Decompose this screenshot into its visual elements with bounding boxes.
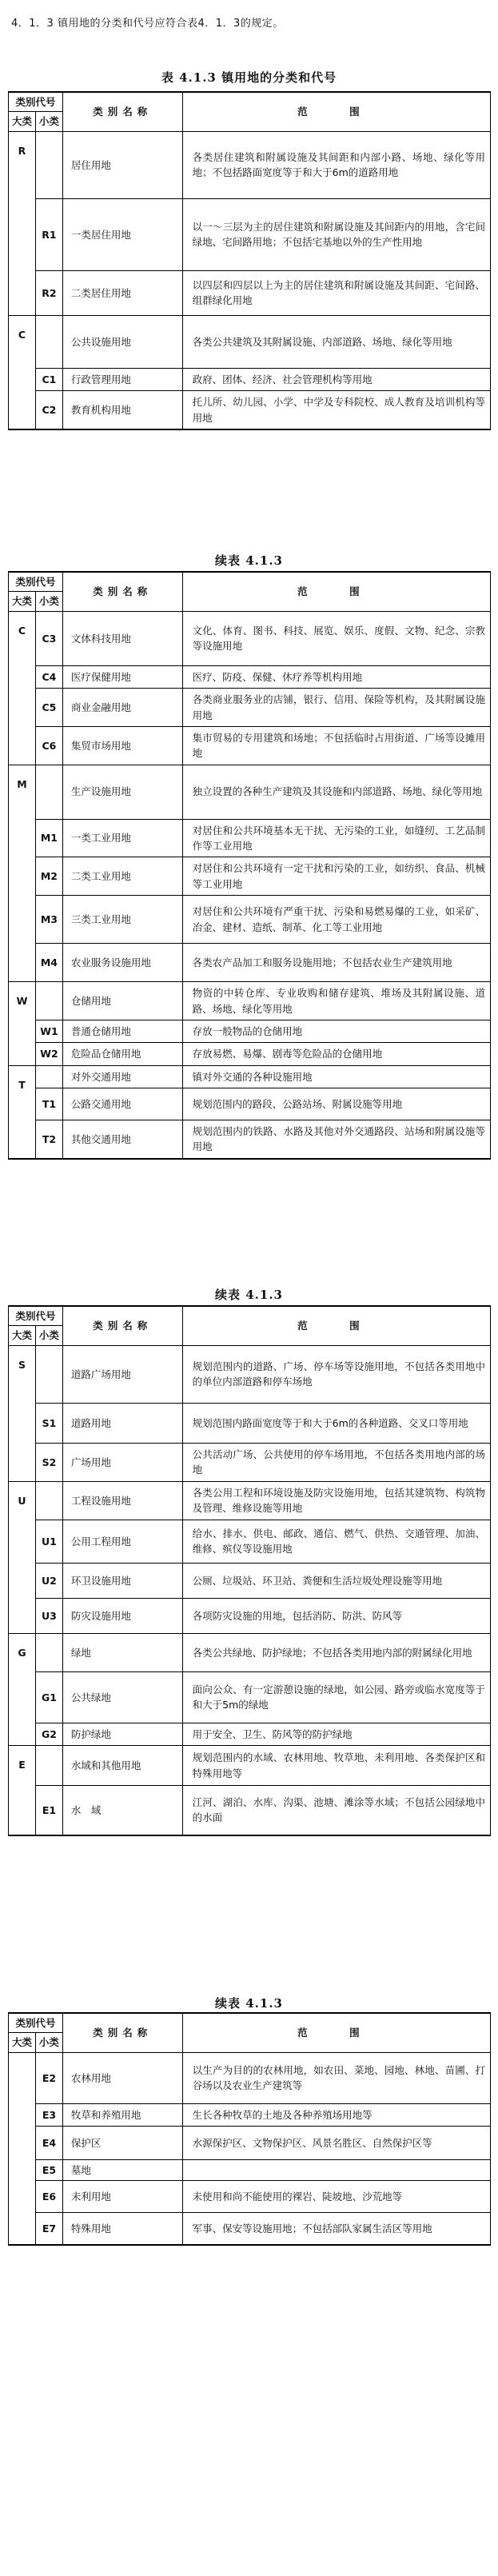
table-row bbox=[9, 665, 491, 688]
table-row bbox=[9, 611, 491, 665]
header-name: 类别名称 bbox=[62, 1306, 182, 1345]
category-scope: 以生产为目的的农林用地，如农田、菜地、园地、林地、苗圃、打谷场以及农业生产建筑等 bbox=[182, 2052, 490, 2103]
minor-code: G2 bbox=[35, 1723, 62, 1745]
major-code: C bbox=[9, 315, 36, 429]
table-row bbox=[9, 2052, 491, 2103]
category-scope: 物资的中转仓库、专业收购和储存建筑、堆场及其附属设施、道路、场地、绿化等用地 bbox=[182, 982, 490, 1020]
category-name: 牧草和养殖用地 bbox=[62, 2103, 182, 2126]
table-row bbox=[9, 315, 491, 368]
minor-code: U2 bbox=[35, 1563, 62, 1598]
category-scope: 规划范围内的道路、广场、停车场等设施用地，不包括各类用地中的单位内部道路和停车场地 bbox=[182, 1345, 490, 1403]
minor-code: C6 bbox=[35, 726, 62, 765]
header-code: 类别代号 bbox=[9, 1306, 63, 1326]
category-name: 对外交通用地 bbox=[62, 1065, 182, 1088]
category-name: 集贸市场用地 bbox=[62, 726, 182, 765]
table-row bbox=[9, 1020, 491, 1042]
category-name: 生产设施用地 bbox=[62, 765, 182, 819]
minor-code: M4 bbox=[35, 944, 62, 982]
header-minor: 小类 bbox=[35, 592, 62, 611]
minor-code bbox=[35, 982, 62, 1020]
table-row bbox=[9, 368, 491, 390]
category-name: 水域和其他用地 bbox=[62, 1746, 182, 1786]
land-use-table bbox=[8, 91, 491, 430]
category-scope: 未使用和尚不能使用的裸岩、陡坡地、沙荒地等 bbox=[182, 2181, 490, 2213]
table-row bbox=[9, 1723, 491, 1745]
table-row bbox=[9, 391, 491, 429]
table-row bbox=[9, 1443, 491, 1481]
category-name: 未利用地 bbox=[62, 2181, 182, 2213]
category-name: 二类居住用地 bbox=[62, 270, 182, 315]
header-major: 大类 bbox=[9, 592, 36, 611]
minor-code: C3 bbox=[35, 611, 62, 665]
category-scope: 各类农产品加工和服务设施用地；不包括农业生产建筑用地 bbox=[182, 944, 490, 982]
minor-code bbox=[35, 1633, 62, 1671]
minor-code: T2 bbox=[35, 1120, 62, 1159]
table-row bbox=[9, 1671, 491, 1723]
table-row bbox=[9, 1746, 491, 1786]
category-name: 危险品仓储用地 bbox=[62, 1043, 182, 1065]
header-minor: 小类 bbox=[35, 1326, 62, 1345]
table-row bbox=[9, 982, 491, 1020]
header-row bbox=[9, 92, 491, 112]
table-caption: 续表 4.1.3 bbox=[215, 553, 283, 568]
category-name: 二类工业用地 bbox=[62, 857, 182, 896]
category-scope: 集市贸易的专用建筑和场地；不包括临时占用街道、广场等设摊用地 bbox=[182, 726, 490, 765]
table-caption: 表 4.1.3 镇用地的分类和代号 bbox=[161, 70, 337, 85]
header-code: 类别代号 bbox=[9, 572, 63, 592]
major-code: C bbox=[9, 611, 36, 765]
major-code: M bbox=[9, 765, 36, 982]
category-scope: 规划范围内的铁路、水路及其他对外交通路段、站场和附属设施等用地 bbox=[182, 1120, 490, 1159]
land-use-table bbox=[8, 2012, 491, 2246]
table-row bbox=[9, 896, 491, 944]
category-scope: 军事、保安等设施用地；不包括部队家属生活区等用地 bbox=[182, 2213, 490, 2245]
table-row bbox=[9, 765, 491, 819]
category-scope: 对居住和公共环境有严重干扰、污染和易燃易爆的工业，如采矿、冶金、建材、造纸、制革、化工等工业用地 bbox=[182, 896, 490, 944]
category-scope: 用于安全、卫生、防风等的防护绿地 bbox=[182, 1723, 490, 1745]
major-code bbox=[9, 2052, 36, 2244]
minor-code: M2 bbox=[35, 857, 62, 896]
category-name: 保护区 bbox=[62, 2127, 182, 2160]
table-row bbox=[9, 2103, 491, 2126]
table-row bbox=[9, 857, 491, 896]
category-scope: 各类公共建筑及其附属设施、内部道路、场地、绿化等用地 bbox=[182, 315, 490, 368]
header-major: 大类 bbox=[9, 1326, 36, 1345]
header-scope: 范 围 bbox=[182, 92, 490, 131]
table-row bbox=[9, 1481, 491, 1520]
category-name: 教育机构用地 bbox=[62, 391, 182, 429]
header-major: 大类 bbox=[9, 112, 36, 131]
minor-code: U3 bbox=[35, 1598, 62, 1633]
minor-code: S2 bbox=[35, 1443, 62, 1481]
table-row bbox=[9, 1043, 491, 1065]
category-name: 防护绿地 bbox=[62, 1723, 182, 1745]
category-name: 医疗保健用地 bbox=[62, 665, 182, 688]
table-row bbox=[9, 819, 491, 857]
category-scope: 规划范围内的路段、公路站场、附属设施等用地 bbox=[182, 1088, 490, 1120]
table-row bbox=[9, 1088, 491, 1120]
category-name: 行政管理用地 bbox=[62, 368, 182, 390]
category-scope bbox=[182, 2160, 490, 2181]
category-scope: 面向公众、有一定游憩设施的绿地，如公园、路旁或临水宽度等于和大于5m的绿地 bbox=[182, 1671, 490, 1723]
category-name: 特殊用地 bbox=[62, 2213, 182, 2245]
minor-code: R2 bbox=[35, 270, 62, 315]
major-code: U bbox=[9, 1481, 36, 1633]
category-name: 环卫设施用地 bbox=[62, 1563, 182, 1598]
minor-code: M1 bbox=[35, 819, 62, 857]
minor-code bbox=[35, 1481, 62, 1520]
header-scope: 范 围 bbox=[182, 572, 490, 611]
table-row bbox=[9, 1120, 491, 1159]
table-row bbox=[9, 726, 491, 765]
category-scope: 各类公用工程和环境设施及防灾设施用地，包括其建筑物、构筑物及管理、维修设施等用地 bbox=[182, 1481, 490, 1520]
category-name: 公共设施用地 bbox=[62, 315, 182, 368]
category-name: 公路交通用地 bbox=[62, 1088, 182, 1120]
category-scope: 规划范围内路面宽度等于和大于6m的各种道路、交叉口等用地 bbox=[182, 1403, 490, 1443]
table-caption: 续表 4.1.3 bbox=[215, 1288, 283, 1302]
category-name: 农林用地 bbox=[62, 2052, 182, 2103]
table-row bbox=[9, 2127, 491, 2160]
category-name: 农业服务设施用地 bbox=[62, 944, 182, 982]
header-name: 类别名称 bbox=[62, 2013, 182, 2052]
category-name: 防灾设施用地 bbox=[62, 1598, 182, 1633]
category-scope: 政府、团体、经济、社会管理机构等用地 bbox=[182, 368, 490, 390]
category-scope: 给水、排水、供电、邮政、通信、燃气、供热、交通管理、加油、维修、殡仪等设施用地 bbox=[182, 1520, 490, 1563]
table-row bbox=[9, 2160, 491, 2181]
table-row bbox=[9, 1786, 491, 1835]
category-scope: 各类公共绿地、防护绿地；不包括各类用地内部的附属绿化用地 bbox=[182, 1633, 490, 1671]
minor-code: C5 bbox=[35, 689, 62, 727]
header-name: 类别名称 bbox=[62, 92, 182, 131]
minor-code: S1 bbox=[35, 1403, 62, 1443]
minor-code: G1 bbox=[35, 1671, 62, 1723]
minor-code: C1 bbox=[35, 368, 62, 390]
category-name: 文体科技用地 bbox=[62, 611, 182, 665]
table-row bbox=[9, 1563, 491, 1598]
table-row bbox=[9, 131, 491, 198]
category-name: 商业金融用地 bbox=[62, 689, 182, 727]
minor-code: T1 bbox=[35, 1088, 62, 1120]
category-scope: 水源保护区、文物保护区、风景名胜区、自然保护区等 bbox=[182, 2127, 490, 2160]
category-name: 一类居住用地 bbox=[62, 198, 182, 270]
intro-text: 4．1．3 镇用地的分类和代号应符合表4．1．3的规定。 bbox=[11, 18, 284, 30]
land-use-table bbox=[8, 1305, 491, 1836]
category-name: 三类工业用地 bbox=[62, 896, 182, 944]
table-row bbox=[9, 2213, 491, 2245]
category-name: 仓储用地 bbox=[62, 982, 182, 1020]
category-scope: 江河、湖泊、水库、沟渠、池塘、滩涂等水域；不包括公园绿地中的水面 bbox=[182, 1786, 490, 1835]
header-major: 大类 bbox=[9, 2033, 36, 2052]
category-scope: 存放易燃、易爆、剧毒等危险品的仓储用地 bbox=[182, 1043, 490, 1065]
category-name: 普通仓储用地 bbox=[62, 1020, 182, 1042]
minor-code bbox=[35, 315, 62, 368]
minor-code: E1 bbox=[35, 1786, 62, 1835]
minor-code: R1 bbox=[35, 198, 62, 270]
category-name: 广场用地 bbox=[62, 1443, 182, 1481]
table-row bbox=[9, 1345, 491, 1403]
minor-code: E4 bbox=[35, 2127, 62, 2160]
category-name: 墓地 bbox=[62, 2160, 182, 2181]
category-name: 工程设施用地 bbox=[62, 1481, 182, 1520]
table-row bbox=[9, 198, 491, 270]
category-scope: 文化、体育、图书、科技、展览、娱乐、度假、文物、纪念、宗教等设施用地 bbox=[182, 611, 490, 665]
table-row bbox=[9, 1520, 491, 1563]
category-scope: 对居住和公共环境基本无干扰、无污染的工业，如缝纫、工艺品制作等工业用地 bbox=[182, 819, 490, 857]
major-code: S bbox=[9, 1345, 36, 1481]
category-scope: 规划范围内的水域、农林用地、牧草地、未利用地、各类保护区和特殊用地等 bbox=[182, 1746, 490, 1786]
minor-code: M3 bbox=[35, 896, 62, 944]
category-name: 居住用地 bbox=[62, 131, 182, 198]
category-scope: 各类商业服务业的店铺，银行、信用、保险等机构，及其附属设施用地 bbox=[182, 689, 490, 727]
major-code: E bbox=[9, 1746, 36, 1835]
header-name: 类别名称 bbox=[62, 572, 182, 611]
major-code: R bbox=[9, 131, 36, 315]
category-scope: 公共活动广场、公共使用的停车场用地，不包括各类用地内部的场地 bbox=[182, 1443, 490, 1481]
minor-code: C2 bbox=[35, 391, 62, 429]
header-row bbox=[9, 1306, 491, 1326]
minor-code: E2 bbox=[35, 2052, 62, 2103]
category-name: 水 域 bbox=[62, 1786, 182, 1835]
minor-code: E6 bbox=[35, 2181, 62, 2213]
category-scope: 各类居住建筑和附属设施及其间距和内部小路、场地、绿化等用地；不包括路面宽度等于和大于6m的道路用地 bbox=[182, 131, 490, 198]
category-name: 道路广场用地 bbox=[62, 1345, 182, 1403]
minor-code bbox=[35, 1746, 62, 1786]
category-name: 一类工业用地 bbox=[62, 819, 182, 857]
table-row bbox=[9, 689, 491, 727]
header-row bbox=[9, 572, 491, 592]
category-name: 道路用地 bbox=[62, 1403, 182, 1443]
table-row bbox=[9, 1403, 491, 1443]
header-scope: 范 围 bbox=[182, 1306, 490, 1345]
category-name: 公用工程用地 bbox=[62, 1520, 182, 1563]
category-scope: 对居住和公共环境有一定干扰和污染的工业，如纺织、食品、机械等工业用地 bbox=[182, 857, 490, 896]
header-minor: 小类 bbox=[35, 2033, 62, 2052]
major-code: T bbox=[9, 1065, 36, 1159]
minor-code: E5 bbox=[35, 2160, 62, 2181]
minor-code: C4 bbox=[35, 665, 62, 688]
table-row bbox=[9, 1633, 491, 1671]
category-scope: 独立设置的各种生产建筑及其设施和内部道路、场地、绿化等用地 bbox=[182, 765, 490, 819]
table-row bbox=[9, 2181, 491, 2213]
category-scope: 托儿所、幼儿园、小学、中学及专科院校、成人教育及培训机构等用地 bbox=[182, 391, 490, 429]
header-scope: 范 围 bbox=[182, 2013, 490, 2052]
table-row bbox=[9, 944, 491, 982]
header-minor: 小类 bbox=[35, 112, 62, 131]
category-scope: 生长各种牧草的土地及各种养殖场用地等 bbox=[182, 2103, 490, 2126]
category-scope: 以四层和四层以上为主的居住建筑和附属设施及其间距、宅间路、组群绿化用地 bbox=[182, 270, 490, 315]
minor-code: U1 bbox=[35, 1520, 62, 1563]
category-scope: 以一～三层为主的居住建筑和附属设施及其间距内的用地，含宅间绿地、宅间路用地；不包括宅基地以外的生产性用地 bbox=[182, 198, 490, 270]
land-use-table bbox=[8, 571, 491, 1160]
minor-code bbox=[35, 765, 62, 819]
category-name: 绿地 bbox=[62, 1633, 182, 1671]
header-row bbox=[9, 2013, 491, 2033]
table-row bbox=[9, 270, 491, 315]
table-row bbox=[9, 1598, 491, 1633]
minor-code: W1 bbox=[35, 1020, 62, 1042]
category-scope: 各项防灾设施的用地，包括消防、防洪、防风等 bbox=[182, 1598, 490, 1633]
major-code: G bbox=[9, 1633, 36, 1745]
category-name: 其他交通用地 bbox=[62, 1120, 182, 1159]
minor-code bbox=[35, 131, 62, 198]
category-scope: 公厕、垃圾站、环卫站、粪便和生活垃圾处理设施等用地 bbox=[182, 1563, 490, 1598]
category-name: 公共绿地 bbox=[62, 1671, 182, 1723]
category-scope: 医疗、防疫、保健、休疗养等机构用地 bbox=[182, 665, 490, 688]
category-scope: 存放一般物品的仓储用地 bbox=[182, 1020, 490, 1042]
minor-code: E7 bbox=[35, 2213, 62, 2245]
minor-code bbox=[35, 1065, 62, 1088]
table-caption: 续表 4.1.3 bbox=[215, 1996, 283, 2011]
minor-code: E3 bbox=[35, 2103, 62, 2126]
minor-code: W2 bbox=[35, 1043, 62, 1065]
category-scope: 镇对外交通的各种设施用地 bbox=[182, 1065, 490, 1088]
header-code: 类别代号 bbox=[9, 92, 63, 112]
table-row bbox=[9, 1065, 491, 1088]
major-code: W bbox=[9, 982, 36, 1066]
header-code: 类别代号 bbox=[9, 2013, 63, 2033]
minor-code bbox=[35, 1345, 62, 1403]
